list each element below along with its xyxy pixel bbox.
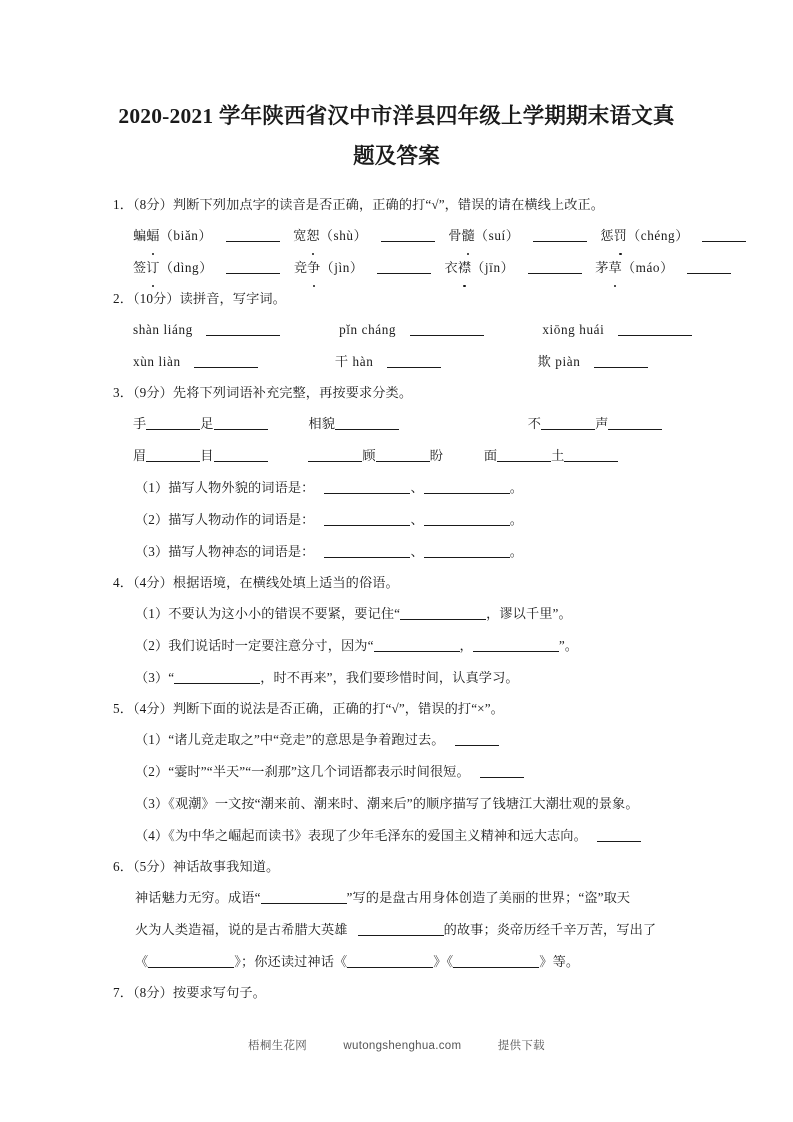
question-5-head: 5．（4分）判断下面的说法是否正确，正确的打“√”，错误的打“×”。 xyxy=(113,701,504,716)
question-6 xyxy=(113,852,693,978)
answer-blank[interactable] xyxy=(594,354,648,368)
dotted-char: 恕 xyxy=(306,220,319,252)
question-2-head: 2．（10分）读拼音，写字词。 xyxy=(113,291,286,306)
pinyin-prompt: xiōng huái xyxy=(542,322,605,337)
answer-blank[interactable] xyxy=(148,954,234,968)
question-6-line-3: 《 》；你还读过神话《 》《 》等。 xyxy=(135,954,580,969)
question-1-head: 1．（8分）判断下列加点字的读音是否正确，正确的打“√”，错误的请在横线上改正。 xyxy=(113,197,605,212)
question-4-head: 4．（4分）根据语境，在横线处填上适当的俗语。 xyxy=(113,575,399,590)
idiom-char: 不 xyxy=(527,416,542,431)
footer-site-url[interactable]: wutongshenghua.com xyxy=(343,1040,462,1052)
answer-blank[interactable] xyxy=(564,448,618,462)
question-1 xyxy=(113,190,693,284)
answer-blank[interactable] xyxy=(424,544,510,558)
answer-blank[interactable] xyxy=(528,260,582,274)
dotted-char: 襟 xyxy=(458,252,471,284)
q1-item-5: 签订（dìng） xyxy=(133,260,213,275)
idiom-char: 声 xyxy=(595,416,609,431)
answer-blank[interactable] xyxy=(146,448,200,462)
answer-blank[interactable] xyxy=(453,954,539,968)
answer-blank[interactable] xyxy=(424,480,510,494)
question-5-sub-4: （4）《为中华之崛起而读书》表现了少年毛泽东的爱国主义精神和远大志向。 xyxy=(113,820,693,852)
question-6-line-1: 神话魅力无穷。成语“ ”写的是盘古用身体创造了美丽的世界；“盗”取天 xyxy=(135,890,631,905)
question-5-sub-2: （2）“霎时”“半天”“一刹那”这几个词语都表示时间很短。 xyxy=(113,756,693,788)
answer-blank[interactable] xyxy=(358,922,444,936)
answer-blank[interactable] xyxy=(146,416,200,430)
answer-blank[interactable] xyxy=(214,448,268,462)
question-3-idiom-row-1 xyxy=(113,408,693,440)
answer-blank[interactable] xyxy=(324,480,410,494)
idiom-char: 土 xyxy=(551,448,565,463)
question-4 xyxy=(113,568,693,694)
question-3 xyxy=(113,378,693,568)
pinyin-prompt: pǐn cháng xyxy=(339,322,397,337)
q1-item-1: 蝙蝠（biǎn） xyxy=(133,228,212,243)
page-title: 2020-2021 学年陕西省汉中市洋县四年级上学期期末语文真题及答案 xyxy=(118,104,675,168)
q1-item-6: 竞争（jìn） xyxy=(294,260,364,275)
idiom-char: 盼 xyxy=(429,448,443,463)
question-2-row-2 xyxy=(113,346,693,378)
idiom-char: 相貌 xyxy=(308,416,335,431)
question-4-sub-2: （2）我们说话时一定要注意分寸，因为“ ， ”。 xyxy=(135,638,579,653)
answer-blank[interactable] xyxy=(410,322,484,336)
answer-blank[interactable] xyxy=(424,512,510,526)
answer-blank[interactable] xyxy=(377,260,431,274)
answer-blank[interactable] xyxy=(480,764,524,778)
answer-blank[interactable] xyxy=(455,732,499,746)
dotted-char: 争 xyxy=(307,252,320,284)
answer-blank[interactable] xyxy=(194,354,258,368)
question-2 xyxy=(113,284,693,378)
question-3-idiom-row-2 xyxy=(113,440,693,472)
idiom-char: 面 xyxy=(483,448,498,463)
answer-blank[interactable] xyxy=(261,890,347,904)
answer-blank[interactable] xyxy=(473,638,559,652)
answer-blank[interactable] xyxy=(687,260,731,274)
dotted-char: 草 xyxy=(609,252,622,284)
answer-blank[interactable] xyxy=(387,354,441,368)
question-1-row-2 xyxy=(113,252,693,284)
footer-action: 提供下载 xyxy=(497,1040,545,1052)
idiom-char: 目 xyxy=(200,448,214,463)
question-5-sub-1: （1）“诸儿竞走取之”中“竞走”的意思是争着跑过去。 xyxy=(113,724,693,756)
dotted-char: 罚 xyxy=(614,220,627,252)
q1-item-7: 衣襟（jīn） xyxy=(445,260,515,275)
pinyin-prompt: 干 hàn xyxy=(334,354,374,369)
dotted-char: 髓 xyxy=(462,220,475,252)
answer-blank[interactable] xyxy=(533,228,587,242)
answer-blank[interactable] xyxy=(206,322,280,336)
answer-blank[interactable] xyxy=(226,228,280,242)
q1-item-3: 骨髓（suí） xyxy=(448,228,519,243)
answer-blank[interactable] xyxy=(374,638,460,652)
answer-blank[interactable] xyxy=(226,260,280,274)
q1-item-4: 惩罚（chéng） xyxy=(600,228,689,243)
question-3-sub-2: （2）描写人物动作的词语是： 、 。 xyxy=(135,512,524,527)
question-5-sub-3: （3）《观潮》一文按“潮来前、潮来时、潮来后”的顺序描写了钱塘江大潮壮观的景象。 xyxy=(135,796,639,811)
question-3-sub-3: （3）描写人物神态的词语是： 、 。 xyxy=(135,544,524,559)
q1-item-8: 茅草（máo） xyxy=(595,260,674,275)
idiom-char: 手 xyxy=(133,416,147,431)
answer-blank[interactable] xyxy=(541,416,595,430)
question-4-sub-3: （3）“ ，时不再来”，我们要珍惜时间，认真学习。 xyxy=(135,670,519,685)
answer-blank[interactable] xyxy=(174,670,260,684)
footer-brand: 梧桐生花网 xyxy=(248,1040,308,1052)
question-6-line-2: 火为人类造福，说的是古希腊大英雄 的故事；炎帝历经千辛万苦，写出了 xyxy=(135,922,657,937)
answer-blank[interactable] xyxy=(497,448,551,462)
answer-blank[interactable] xyxy=(324,544,410,558)
answer-blank[interactable] xyxy=(308,448,362,462)
answer-blank[interactable] xyxy=(608,416,662,430)
questions-container xyxy=(0,176,793,1008)
question-4-sub-1: （1）不要认为这小小的错误不要紧，要记住“ ，谬以千里”。 xyxy=(135,606,572,621)
answer-blank[interactable] xyxy=(335,416,399,430)
question-1-row-1 xyxy=(113,220,693,252)
answer-blank[interactable] xyxy=(324,512,410,526)
answer-blank[interactable] xyxy=(597,828,641,842)
idiom-char: 顾 xyxy=(362,448,376,463)
question-6-head: 6．（5分）神话故事我知道。 xyxy=(113,859,280,874)
question-3-head: 3．（9分）先将下列词语补充完整，再按要求分类。 xyxy=(113,385,413,400)
pinyin-prompt: xùn liàn xyxy=(133,354,181,369)
answer-blank[interactable] xyxy=(618,322,692,336)
question-2-row-1 xyxy=(113,314,693,346)
dotted-char: 订 xyxy=(146,252,159,284)
answer-blank[interactable] xyxy=(347,954,433,968)
pinyin-prompt: shàn liáng xyxy=(133,322,193,337)
q1-item-2: 宽恕（shù） xyxy=(293,228,367,243)
question-5 xyxy=(113,694,693,852)
question-7-head: 7．（8分）按要求写句子。 xyxy=(113,985,266,1000)
answer-blank[interactable] xyxy=(376,448,430,462)
dotted-char: 蝠 xyxy=(146,220,159,252)
page-footer xyxy=(0,1037,793,1053)
idiom-char: 足 xyxy=(200,416,214,431)
pinyin-prompt: 欺 piàn xyxy=(537,354,581,369)
answer-blank[interactable] xyxy=(381,228,435,242)
idiom-char: 眉 xyxy=(133,448,147,463)
question-3-sub-1: （1）描写人物外貌的词语是： 、 。 xyxy=(135,480,524,495)
answer-blank[interactable] xyxy=(400,606,486,620)
answer-blank[interactable] xyxy=(702,228,746,242)
answer-blank[interactable] xyxy=(214,416,268,430)
question-7 xyxy=(113,978,693,1008)
